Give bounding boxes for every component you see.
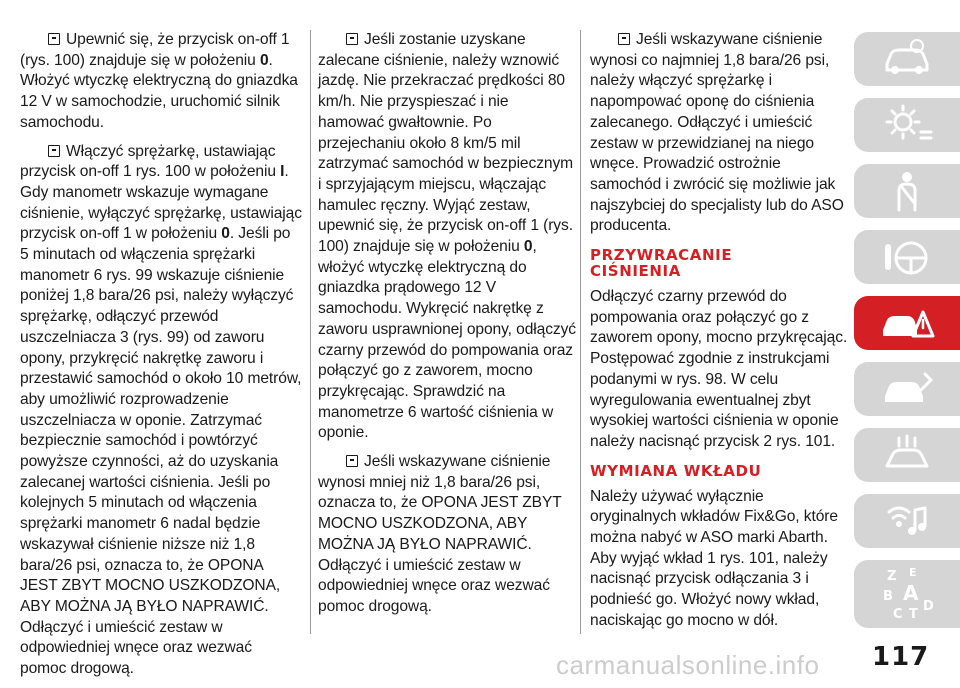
section-heading-restore-pressure: PRZYWRACANIE CIŚNIENIA [590,246,733,281]
paragraph: Jeśli zostanie uzyskane zalecane ciśnienie, należy wznowić jazdę. Nie przekraczać prędkości 80 km/h. Nie przyspieszać i nie hamować gwałtownie. Po przejechaniu około 8 km/5 mil zatrzymać samochód w bezpiecznym i sprzyjającym miejscu, włączając hamulec ręczny. Wyjąć zestaw, upewnić się, że przycisk on-off 1 (rys. 100) znajduje się w położeniu 0, włożyć wtyczkę elektryczną do gniazdka prądowego 12 V samochodu. Wykręcić nakrętkę z zaworu usprawnionej opony, odłączyć czarny przewód do pompowania oraz połączyć go z zaworem, mocno przykręcając. Sprawdzić na manometrze 6 wartość ciśnienia w oponie. [318,31,576,442]
page-number: 117 [872,642,930,672]
chapter-tab-index[interactable] [854,560,960,628]
chapter-tab-multimedia[interactable] [854,494,960,548]
paragraph: Odłączyć czarny przewód do pompowania oraz połączyć go z zaworem opony, mocno przykręcając. Postępować zgodnie z instrukcjami podanymi w rys. 98. W celu wyregulowania ewentualnej zbyt wysokiej wartości ciśnienia w oponie należy nacisnąć przycisk 2 rys. 101. [590,288,848,450]
svg-text:A: A [903,581,919,605]
svg-text:E: E [909,566,917,579]
watermark: carmanualsonline.info [556,650,820,680]
chapter-tab-emergency[interactable] [854,296,960,350]
paragraph: Jeśli wskazywane ciśnienie wynosi mniej niż 1,8 bara/26 psi, oznacza to, że OPONA JEST ZBYT MOCNO USZKODZONA, ABY MOŻNA JĄ BYŁO NAPRAWIĆ. Odłączyć i umieścić zestaw w odpowiedniej wnęce oraz wezwać pomoc drogową. [318,453,562,615]
text-column-2 [318,30,578,626]
maintenance-icon [879,366,935,412]
chapter-tab-dashboard-lights[interactable] [854,98,960,152]
bullet-icon [346,33,358,45]
text-column-1 [20,30,302,688]
multimedia-icon [879,498,935,544]
paragraph: Jeśli wskazywane ciśnienie wynosi co najmniej 1,8 bara/26 psi, należy włączyć sprężarkę i napompować oponę do ciśnienia zalecanego. Odłączyć i umieścić zestaw w przewidzianej na niego wnęce. Prowadzić ostrożnie samochód i zwrócić się możliwie jak najszybciej do specjalisty lub do ASO producenta. [590,31,844,235]
svg-text:C: C [893,607,903,622]
chapter-tab-maintenance[interactable] [854,362,960,416]
column-divider [310,30,311,634]
car-info-icon [879,36,935,82]
chapter-tab-steering-wheel[interactable] [854,230,960,284]
svg-text:B: B [883,589,893,604]
dashboard-lights-icon [879,102,935,148]
bullet-icon [618,33,630,45]
section-heading-cartridge-replacement: WYMIANA WKŁADU [590,461,762,480]
emergency-breakdown-icon [879,300,935,346]
svg-text:Z: Z [887,569,897,584]
bullet-icon [48,33,60,45]
svg-text:T: T [909,607,918,622]
chapter-tab-technical-data[interactable] [854,428,960,482]
svg-text:D: D [923,599,934,614]
column-divider [580,30,581,634]
paragraph: Upewnić się, że przycisk on-off 1 (rys. 100) znajduje się w położeniu 0. Włożyć wtyczkę elektryczną do gniazdka 12 V w samochodzie, uruchomić silnik samochodu. [20,31,298,131]
seat-belt-icon [879,168,935,214]
text-column-3 [590,30,848,640]
chapter-tab-car-info[interactable] [854,32,960,86]
steering-wheel-icon [879,234,935,280]
index-icon [879,564,935,624]
technical-data-icon [879,432,935,478]
chapter-sidebar [854,32,960,628]
chapter-tab-seat-belt[interactable] [854,164,960,218]
bullet-icon [346,455,358,467]
bullet-icon [48,145,60,157]
paragraph: Włączyć sprężarkę, ustawiając przycisk on-off 1 rys. 100 w położeniu I. Gdy manometr wskazuje wymagane ciśnienie, wyłączyć sprężarkę, ustawiając przycisk on-off 1 w położeniu 0. Jeśli po 5 minutach od włączenia sprężarki manometr 6 rys. 99 wskazuje ciśnienie poniżej 1,8 bara/26 psi, należy wyłączyć sprężarkę, odłączyć przewód uszczelniacza 3 (rys. 99) od zaworu opony, przykręcić nakrętkę zaworu i przestawić samochód o około 10 metrów, aby umożliwić rozprowadzenie uszczelniacza w oponie. Zatrzymać bezpiecznie samochód i powtórzyć powyższe czynności, aż do uzyskania zalecanej wartości ciśnienia. Jeśli po kolejnych 5 minutach od włączenia sprężarki manometr 6 nadal będzie wskazywał ciśnienie niższe niż 1,8 bara/26 psi, oznacza to, że OPONA JEST ZBYT MOCNO USZKODZONA, ABY MOŻNA JĄ BYŁO NAPRAWIĆ. Odłączyć i umieścić zestaw w odpowiedniej wnęce oraz wezwać pomoc drogową. [20,142,302,678]
paragraph: Należy używać wyłącznie oryginalnych wkładów Fix&Go, które można nabyć w ASO marki Abarth. Aby wyjąć wkład 1 rys. 101, należy nacisnąć przycisk odłączania 3 i podnieść go. Włożyć nowy wkład, naciskając go mocno w dół. [590,487,838,629]
